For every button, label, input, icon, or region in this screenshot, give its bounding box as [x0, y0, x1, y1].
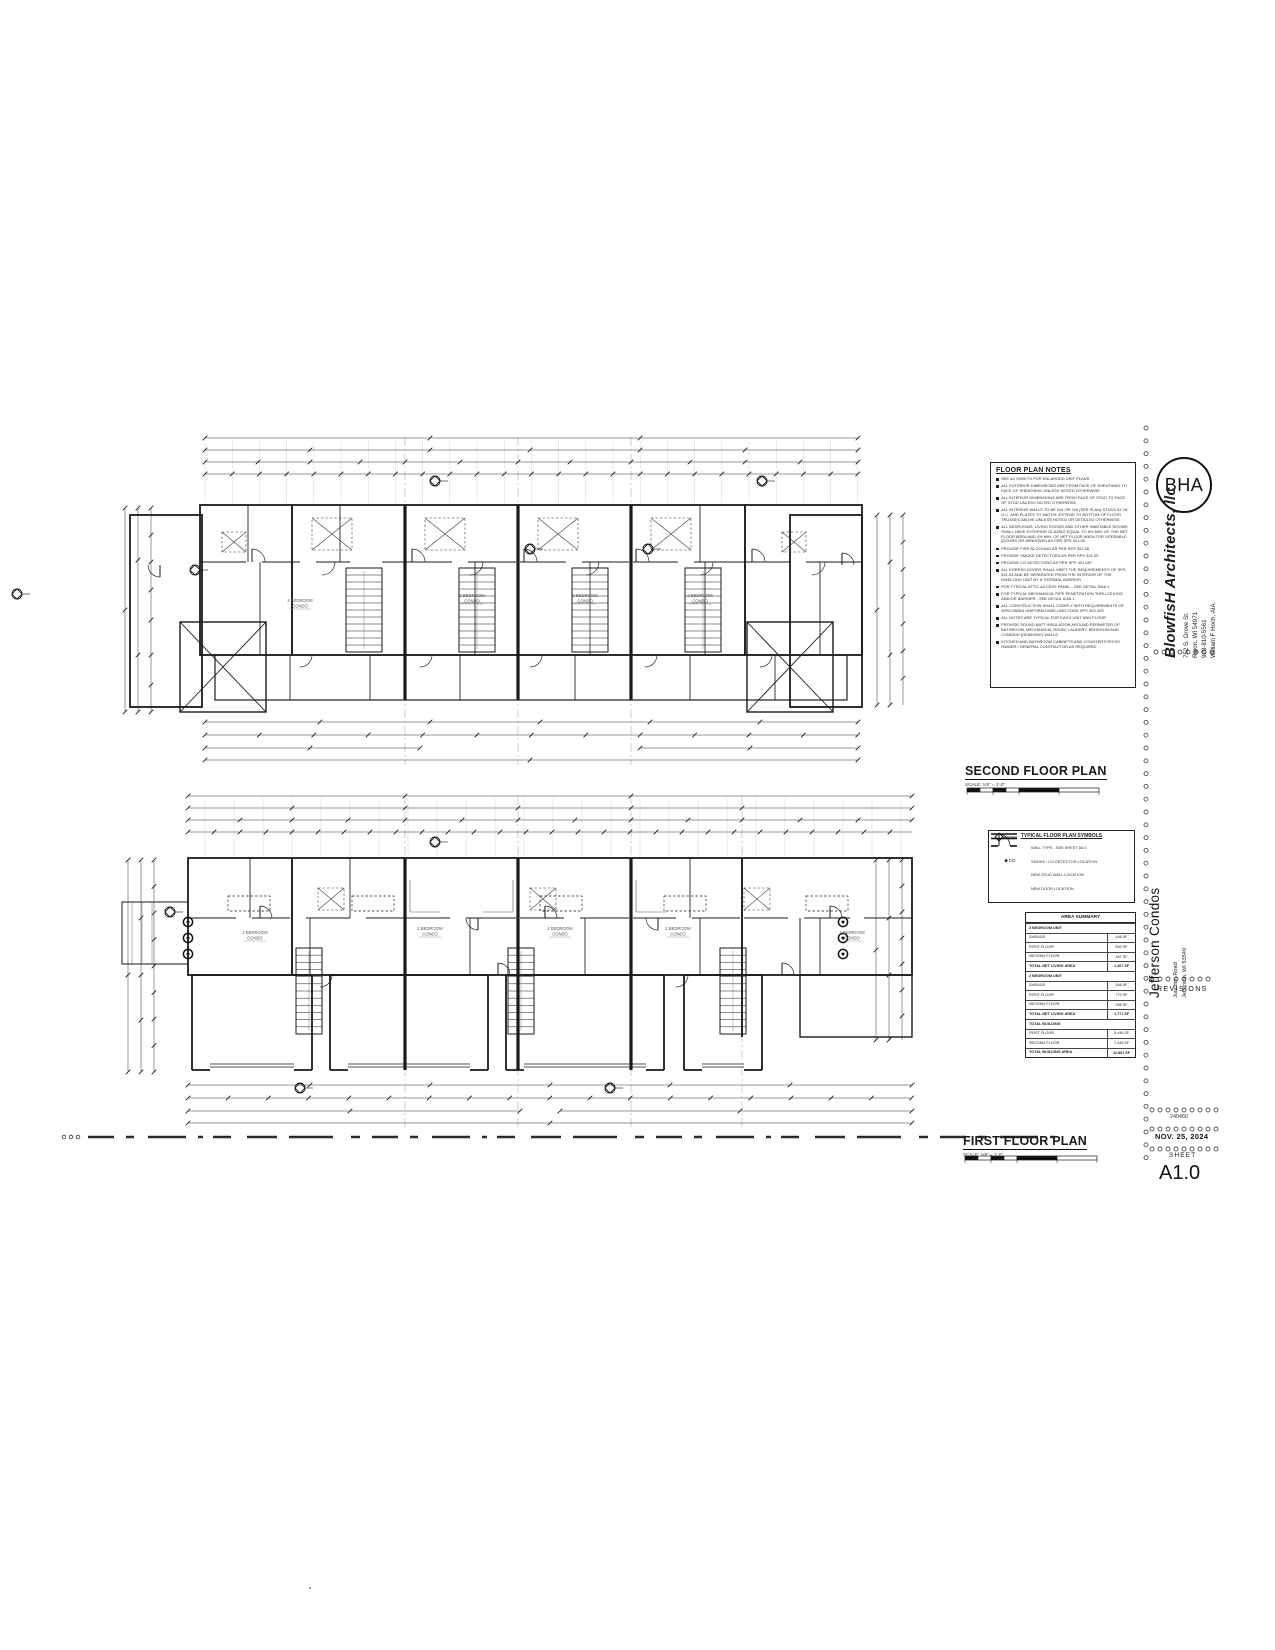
note-item [996, 585, 1130, 590]
area-row-value: 840 SF [1107, 943, 1135, 952]
area-row-label: TOTAL BUILDING [1029, 1021, 1061, 1026]
second-floor-plan-drawing [12, 436, 1099, 795]
svg-text:CONDO: CONDO [422, 931, 438, 937]
note-bullet-icon [996, 593, 999, 596]
note-text: ALL EGRESS DOORS SHALL MEET THE REQUIREMENTS OF SPS 321.03 AND BE SEPARATED FROM THE INTERIOR OF THE DWELLING UNIT BY A THERMAL BARRIER [1001, 567, 1126, 582]
area-row-label: SECOND FLOOR [1029, 954, 1060, 959]
note-item [996, 568, 1130, 582]
project-number: 240460 [1170, 1114, 1188, 1120]
project-address-line: Junction Road [1173, 962, 1179, 998]
area-row-label: GARAGE [1029, 935, 1046, 940]
floor-plan-notes-title: FLOOR PLAN NOTES [996, 467, 1071, 474]
svg-text:2 BEDROOM: 2 BEDROOM [665, 926, 691, 931]
svg-text:CONDO: CONDO [247, 935, 263, 941]
note-item [996, 592, 1130, 602]
project-name: Jefferson Condos [1147, 887, 1162, 998]
note-item [996, 554, 1130, 559]
note-item [996, 604, 1130, 614]
sheet-date: NOV. 25, 2024 [1155, 1132, 1209, 1141]
note-bullet-icon [996, 509, 999, 512]
note-text: FOR TYPICAL MECHANICAL PIPE PENETRATION THRU CEILING AND/OR BARRIER - SEE DETAIL 6/A6.1 [1001, 591, 1124, 601]
area-summary-row [1026, 942, 1135, 952]
note-bullet-icon [996, 548, 999, 551]
note-bullet-icon [996, 569, 999, 572]
note-item [996, 508, 1130, 522]
first-floor-plan-title-block [963, 1132, 1087, 1157]
note-bullet-icon [996, 485, 999, 488]
sheet-bottom-marks [62, 1135, 1058, 1589]
svg-text:CONDO: CONDO [292, 603, 308, 609]
area-row-value: 773 SF [1107, 991, 1135, 1000]
note-item [996, 477, 1130, 482]
note-text: ALL INTERIOR WALLS TO BE 2x4 OR 2x6 (SEE PLAN) STUDS AT 16" O.C. AND PLATES TO MATCH. EXTEND TO BOTTOM OF FLOOR TRUSSES ABOVE UNLESS NOTED OR DETAILED OTHERWISE [1001, 507, 1129, 522]
area-summary-row [1026, 923, 1135, 933]
project-address-line: Jefferson, WI 53549 [1181, 948, 1188, 998]
firm-address [1182, 518, 1218, 658]
area-summary-row [1026, 961, 1135, 971]
note-item [996, 547, 1130, 552]
svg-text:2 BEDROOM: 2 BEDROOM [242, 930, 268, 935]
first-floor-plan-drawing [122, 794, 1097, 1163]
area-row-value: 467 SF [1107, 953, 1135, 962]
smoke-co-detector-icon: ■ CO [1004, 858, 1016, 865]
svg-text:CONDO: CONDO [670, 931, 686, 937]
note-bullet-icon [996, 617, 999, 620]
area-summary-row [1026, 1019, 1135, 1029]
note-text: ALL BEDROOMS, LIVING ROOMS AND OTHER HABITABLE ROOMS SHALL HAVE EXTERIOR GLAZING EQUAL TO 8% MIN. OF THE NET FLOOR AREA AND 4% MIN. OF NET FLOOR AREA FOR OPERABLE (DOORS OR WINDOWS) AS PER SPS 321.05 [1001, 523, 1128, 544]
area-row-label: TOTAL NET LIVING AREA [1029, 1011, 1076, 1016]
area-summary-row [1026, 981, 1135, 991]
revisions-label: REVISIONS [1157, 986, 1208, 993]
typical-floor-plan-symbols-box [988, 830, 1135, 903]
area-row-label: SECOND FLOOR [1029, 1040, 1060, 1045]
firm-address-line: 920-810-5561 [1201, 619, 1208, 658]
area-row-label: SECOND FLOOR [1029, 1002, 1060, 1007]
area-row-value: 12,891 SF [1107, 1049, 1135, 1058]
note-bullet-icon [996, 624, 999, 627]
project-address [1172, 878, 1189, 998]
area-summary-row [1026, 1009, 1135, 1019]
note-item [996, 616, 1130, 621]
area-row-label: GARAGE [1029, 983, 1046, 988]
area-row-label: TOTAL BUILDING AREA [1029, 1050, 1073, 1055]
svg-text:2 BEDROOM: 2 BEDROOM [459, 593, 485, 598]
note-bullet-icon [996, 641, 999, 644]
area-row-value: 1,771 SF [1107, 1010, 1135, 1019]
svg-text:CONDO: CONDO [577, 598, 593, 604]
area-summary-row [1026, 990, 1135, 1000]
area-row-value: 1,307 SF [1107, 962, 1135, 971]
note-item [996, 525, 1130, 544]
symbol-label: NEW STUD WALL LOCATION [1031, 872, 1084, 878]
note-text: PROVIDE SMOKE DETECTORS AS PER SPS 321.09 [1001, 552, 1099, 558]
note-bullet-icon [996, 605, 999, 608]
svg-text:CONDO: CONDO [464, 598, 480, 604]
svg-text:CONDO: CONDO [844, 935, 860, 941]
symbol-row [993, 855, 1130, 869]
area-row-label: 2 BEDROOM UNIT [1029, 973, 1062, 978]
note-bullet-icon [996, 497, 999, 500]
note-bullet-icon [996, 562, 999, 565]
symbol-label: NEW DOOR LOCATION [1031, 885, 1074, 891]
svg-text:CONDO: CONDO [692, 598, 708, 604]
note-item [996, 623, 1130, 637]
note-item [996, 484, 1130, 494]
symbol-row [993, 868, 1130, 882]
firm-address-line: Ripon, WI 54971 [1192, 611, 1199, 658]
second-floor-scale-label: SCALE: 1/8" = 1'-0" [965, 782, 1006, 787]
note-item [996, 561, 1130, 566]
firm-logo-text: BHA [1164, 474, 1204, 495]
svg-text:2 BEDROOM: 2 BEDROOM [547, 926, 573, 931]
area-summary-row [1026, 1038, 1135, 1048]
area-summary-row [1026, 952, 1135, 962]
area-row-label: 3 BEDROOM UNIT [1029, 925, 1062, 930]
area-row-label: FIRST FLOOR [1029, 992, 1055, 997]
note-text: ALL CONSTRUCTION SHALL COMPLY WITH REQUIREMENTS OF WISCONSIN UNIFORM DWELLING CODE SPS 320-325 [1001, 603, 1124, 613]
symbol-row [993, 882, 1130, 896]
note-bullet-icon [996, 586, 999, 589]
area-summary-row [1026, 933, 1135, 943]
area-summary-title: AREA SUMMARY [1026, 913, 1135, 923]
svg-text:2 BEDROOM: 2 BEDROOM [687, 593, 713, 598]
symbols-list [993, 841, 1130, 895]
area-row-value: 5,446 SF [1107, 1030, 1135, 1039]
svg-text:2 BEDROOM: 2 BEDROOM [417, 926, 443, 931]
area-row-label: FIRST FLOOR [1029, 1031, 1055, 1036]
firm-address-line: 752 S. Grove St. [1183, 612, 1190, 658]
note-item [996, 496, 1130, 506]
area-summary-table [1025, 912, 1136, 1058]
area-row-value: 998 SF [1107, 1001, 1135, 1010]
floor-plan-notes-box [990, 462, 1136, 688]
area-summary-row [1026, 971, 1135, 981]
note-text: PROVIDE SOUND BATT INSULATION AROUND PERIMETER OF BATHROOM, MECHANICAL ROOM, LAUNDRY, BEDROOM AND COMMON (DEMISING) WALLS [1001, 622, 1120, 637]
svg-text:2 BEDROOM: 2 BEDROOM [287, 598, 313, 603]
area-row-value: 7,445 SF [1107, 1039, 1135, 1048]
note-bullet-icon [996, 555, 999, 558]
note-bullet-icon [996, 526, 999, 529]
first-floor-scale-label: SCALE: 1/8" = 1'-0" [963, 1152, 1004, 1157]
sheet-label: SHEET [1169, 1152, 1197, 1159]
area-row-value: 546 SF [1107, 982, 1135, 991]
symbols-box-title: TYPICAL FLOOR PLAN SYMBOLS [1020, 833, 1103, 839]
floor-plan-notes-list [996, 477, 1130, 650]
area-row-value: 446 SF [1107, 934, 1135, 943]
area-summary-row [1026, 1048, 1135, 1058]
note-text: ALL NOTES ARE TYPICAL FOR EACH UNIT AND FLOOR [1001, 615, 1107, 621]
sheet-number: A1.0 [1159, 1162, 1201, 1184]
area-summary-row [1026, 1029, 1135, 1039]
svg-text:2 BEDROOM: 2 BEDROOM [839, 930, 865, 935]
area-row-label: FIRST FLOOR [1029, 944, 1055, 949]
symbol-label: WALL TYPE - SEE SHEET A6.0 [1031, 845, 1087, 851]
note-text: SEE A2 SHEETS FOR ENLARGED UNIT PLANS [1001, 476, 1090, 481]
first-floor-plan-title: FIRST FLOOR PLAN [963, 1134, 1088, 1148]
symbol-label: SMOKE / CO DETECTOR LOCATION [1031, 858, 1098, 864]
second-floor-plan-title: SECOND FLOOR PLAN [965, 764, 1107, 778]
note-text: ALL EXTERIOR DIMENSIONS ARE FROM FACE OF SHEATHING TO FACE OF SHEATHING UNLESS NOTED OTHERWISE [1001, 483, 1127, 493]
svg-text:2 BEDROOM: 2 BEDROOM [572, 593, 598, 598]
note-text: FOR TYPICAL ATTIC ACCESS PANEL - SEE DETAIL 5/A6.1 [1001, 583, 1110, 589]
svg-text:CONDO: CONDO [552, 931, 568, 937]
second-floor-plan-title-block [965, 762, 1107, 787]
note-text: PROVIDE CO DETECTORS AS PER SPS 321.097 [1001, 559, 1093, 565]
firm-name: BlowfisH Architects, llc [1162, 487, 1179, 658]
area-row-label: TOTAL NET LIVING AREA [1029, 963, 1076, 968]
note-text: KITCHEN AND BATHROOM CABINETS AND COUNTERTOPS BY OWNER / GENERAL CONTRACTOR AS REQUIRED [1001, 638, 1121, 649]
note-item [996, 640, 1130, 650]
area-summary-row [1026, 1000, 1135, 1010]
note-text: ALL INTERIOR DIMENSIONS ARE FROM FACE OF STUD TO FACE OF STUD UNLESS NOTED OTHERWISE [1001, 495, 1126, 505]
area-summary-rows [1026, 923, 1135, 1057]
note-text: PROVIDE FIRE BLOCKING AS PER SPS 321.08 [1001, 545, 1090, 551]
note-bullet-icon [996, 478, 999, 481]
firm-address-line: William F Hoch, AIA [1210, 603, 1217, 658]
